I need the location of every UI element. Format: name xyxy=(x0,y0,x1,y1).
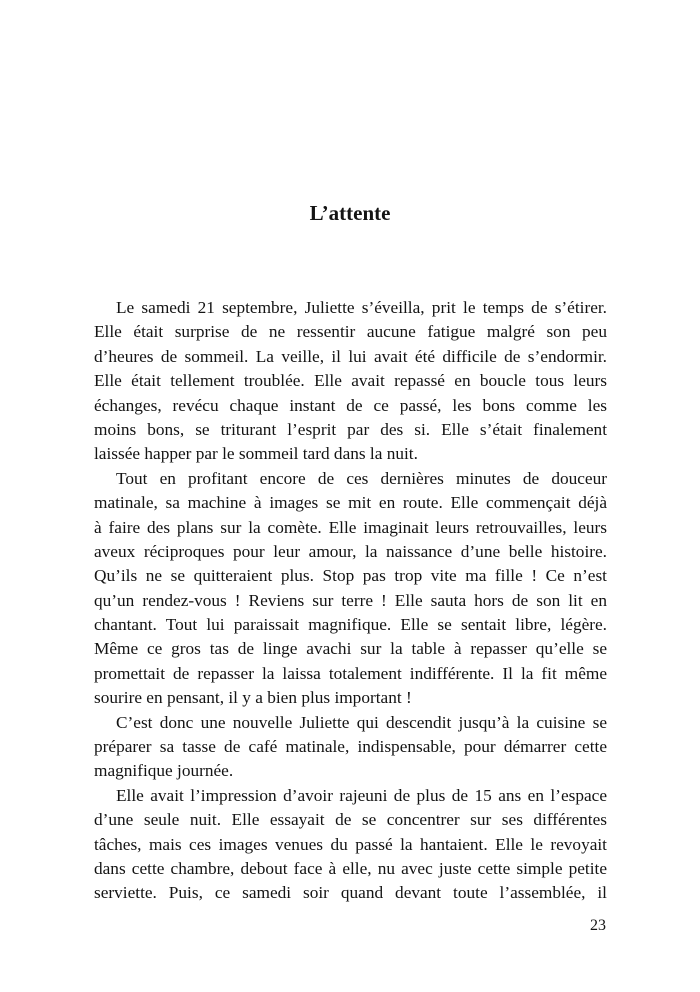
text-line: d’une seule nuit. Elle essayait de se concentrer sur ses différentes xyxy=(94,810,607,830)
text-line: préparer sa tasse de café matinale, indispensable, pour démarrer cette xyxy=(94,737,607,757)
text-line: tâches, mais ces images venues du passé la hantaient. Elle le revoyait xyxy=(94,834,607,854)
text-line: Le samedi 21 septembre, Juliette s’éveilla, prit le temps de s’étirer. xyxy=(116,298,607,317)
text-line: Même ce gros tas de linge avachi sur la table à repasser qu’elle se xyxy=(94,639,607,659)
text-line: laissée happer par le sommeil tard dans la nuit. xyxy=(94,444,418,464)
text-line: Elle avait l’impression d’avoir rajeuni de plus de 15 ans en l’espace xyxy=(116,785,607,805)
chapter-title: L’attente xyxy=(309,201,391,225)
text-line: moins bons, se triturant l’esprit par des si. Elle s’était finalement xyxy=(94,419,607,439)
text-line: dans cette chambre, debout face à elle, nu avec juste cette simple petite xyxy=(94,858,607,878)
page-number: 23 xyxy=(590,917,606,934)
text-line: chantant. Tout lui paraissait magnifique. Elle se sentait libre, légère. xyxy=(94,615,607,635)
body-text xyxy=(94,296,607,906)
text-line: matinale, sa machine à images se mit en route. Elle commençait déjà xyxy=(94,493,607,513)
text-line: à faire des plans sur la comète. Elle imaginait leurs retrouvailles, leurs xyxy=(94,517,607,537)
text-line: Qu’ils ne se quitteraient plus. Stop pas trop vite ma fille ! Ce n’est xyxy=(94,566,607,586)
text-line: promettait de repasser la laissa totalement indifférente. Il la fit même xyxy=(94,663,607,683)
text-line: serviette. Puis, ce samedi soir quand devant toute l’assemblée, il xyxy=(94,883,607,903)
text-line: C’est donc une nouvelle Juliette qui descendit jusqu’à la cuisine se xyxy=(116,712,607,732)
text-line: qu’un rendez-vous ! Reviens sur terre ! Elle sauta hors de son lit en xyxy=(94,590,607,610)
text-line: magnifique journée. xyxy=(94,761,234,781)
text-line: Elle était surprise de ne ressentir aucune fatigue malgré son peu xyxy=(94,322,607,342)
text-line: aveux réciproques pour leur amour, la naissance d’une belle histoire. xyxy=(94,541,607,561)
text-line: Tout en profitant encore de ces dernières minutes de douceur xyxy=(116,468,607,488)
text-line: sourire en pensant, il y a bien plus important ! xyxy=(94,688,412,708)
text-line: échanges, revécu chaque instant de ce passé, les bons comme les xyxy=(94,395,607,415)
text-line: d’heures de sommeil. La veille, il lui avait été difficile de s’endormir. xyxy=(94,346,607,366)
text-line: Elle était tellement troublée. Elle avait repassé en boucle tous leurs xyxy=(94,371,607,391)
